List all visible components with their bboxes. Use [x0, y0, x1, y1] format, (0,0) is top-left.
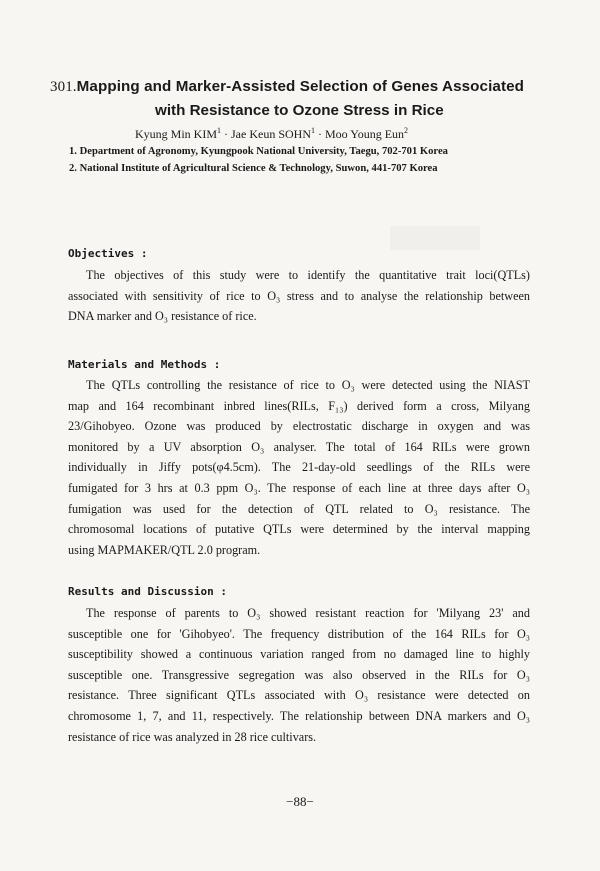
text-line: fumigated for 3 hrs at 0.3 ppm O₃. The response of each line at three days after O₃ — [68, 480, 530, 495]
text-line: susceptible one. Transgressive segregation was also observed in the RILs for O₃ — [68, 667, 530, 682]
text-line: resistance. Three significant QTLs associated with O₃ resistance were detected on — [68, 688, 530, 703]
title-line-1 — [50, 78, 560, 96]
text-line: using MAPMAKER/QTL 2.0 program. — [68, 542, 261, 557]
abstract-number: 301. — [50, 79, 77, 95]
author-3-affil: 2 — [404, 126, 409, 135]
methods-heading: Materials and Methods : — [68, 358, 221, 371]
text-line: chromosomal locations of putative QTLs were determined by the interval mapping — [68, 522, 530, 537]
title-line-2: with Resistance to Ozone Stress in Rice — [155, 102, 444, 119]
page-number: −88− — [286, 794, 314, 809]
author-3: Moo Young Eun — [325, 127, 405, 141]
paper-title — [50, 78, 560, 119]
text-line: associated with sensitivity of rice to O₃ stress and to analyse the relationship between — [68, 288, 530, 303]
text-line: The objectives of this study were to identify the quantitative trait loci(QTLs) — [86, 268, 530, 282]
author-separator: · — [224, 127, 229, 141]
text-line: fumigation was used for the detection of QTL related to O₃ resistance. The — [68, 501, 530, 516]
author-1: Kyung Min KIM — [135, 127, 218, 141]
results-heading: Results and Discussion : — [68, 585, 227, 598]
text-line: map and 164 recombinant inbred lines(RILs, F₁₃) derived form a cross, Milyang — [68, 398, 530, 413]
text-line: individually in Jiffy pots(φ4.5cm). The 21-day-old seedlings of the RILs were — [68, 460, 530, 475]
objectives-paragraph — [68, 265, 530, 327]
results-paragraph — [68, 603, 530, 747]
text-line: The QTLs controlling the resistance of rice to O₃ were detected using the NIAST — [86, 378, 530, 392]
methods-paragraph — [68, 375, 530, 560]
faint-watermark — [390, 222, 480, 256]
objectives-heading: Objectives : — [68, 247, 148, 260]
author-list — [135, 126, 408, 142]
text-line: chromosome 1, 7, and 11, respectively. The relationship between DNA markers and O₃ — [68, 708, 530, 723]
text-line: DNA marker and O₃ resistance of rice. — [68, 309, 257, 324]
text-line: susceptible one for 'Gihobyeo'. The frequency distribution of the 164 RILs for O₃ — [68, 626, 530, 641]
text-line: resistance of rice was analyzed in 28 rice cultivars. — [68, 729, 317, 744]
text-line: monitored by a UV absorption O₃ analyser. The total of 164 RILs were grown — [68, 439, 530, 454]
text-line: susceptibility showed a continuous variation ranged from no damaged line to highly — [68, 647, 530, 662]
affiliation-1: 1. Department of Agronomy, Kyungpook National University, Taegu, 702-701 Korea — [69, 146, 448, 157]
text-line: The response of parents to O₃ showed resistant reaction for 'Milyang 23' and — [86, 606, 530, 620]
text-line: 23/Gihobyeo. Ozone was produced by electrostatic discharge in oxygen and was — [68, 419, 530, 434]
author-separator: · — [318, 127, 323, 141]
author-2-affil: 1 — [311, 126, 316, 135]
title-text-1: Mapping and Marker-Assisted Selection of Genes Associated — [76, 78, 525, 95]
author-1-affil: 1 — [217, 126, 222, 135]
author-2: Jae Keun SOHN — [231, 127, 312, 141]
affiliation-2: 2. National Institute of Agricultural Science & Technology, Suwon, 441-707 Korea — [69, 163, 438, 174]
